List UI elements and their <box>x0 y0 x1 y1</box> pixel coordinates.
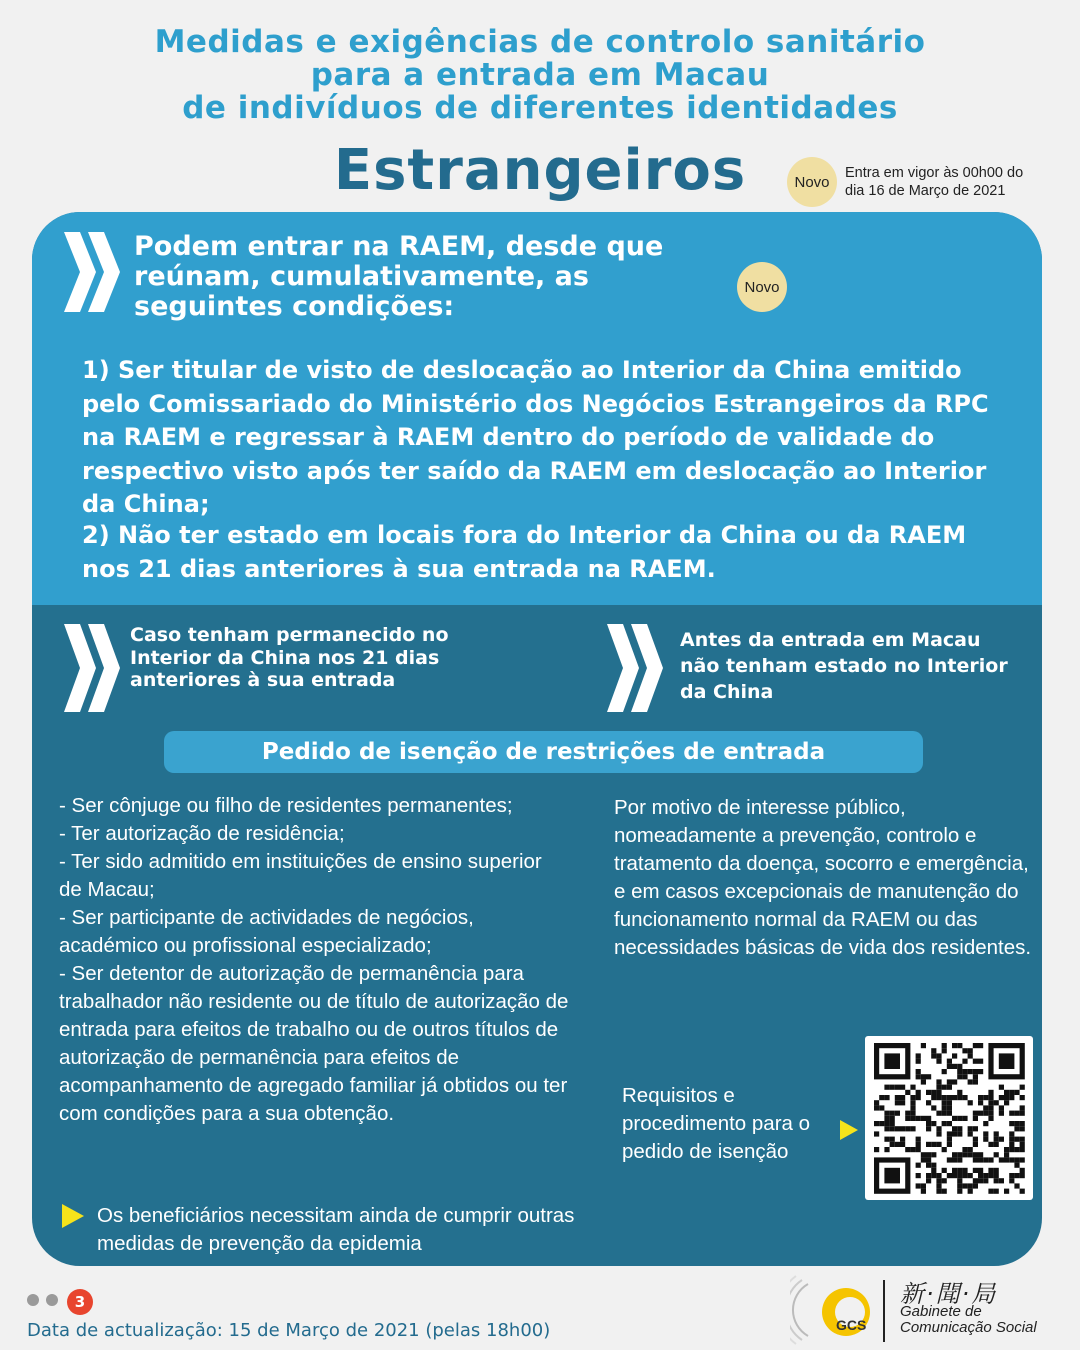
case-left-text: Caso tenham permanecido no Interior da China nos 21 dias anteriores à sua entrada <box>130 624 449 691</box>
condition-item-2: 2) Não ter estado em locais fora do Interior da China ou da RAEM nos 21 dias anteriores à sua entrada na RAEM. <box>82 521 967 583</box>
condition-item-1: 1) Ser titular de visto de deslocação ao Interior da China emitido pelo Comissariado do Ministério dos Negócios Estrangeiros da RPC na RAEM e regressar à RAEM dentro do período de validade do respectivo visto após ter saído da RAEM em deslocação ao Interior da China; <box>82 356 989 518</box>
gcs-logo <box>790 1272 1080 1348</box>
double-chevron-icon <box>64 624 122 712</box>
qr-code-icon <box>865 1036 1033 1200</box>
title-line-3: de indivíduos de diferentes identidades <box>182 90 898 126</box>
gcs-logo-icon <box>790 1272 890 1348</box>
conditions-intro: Podem entrar na RAEM, desde que reúnam, cumulativamente, as seguintes condições: <box>134 231 664 322</box>
logo-chinese-text: 新·聞·局 <box>900 1280 998 1308</box>
qr-code[interactable] <box>865 1036 1033 1200</box>
exemption-title-bar: Pedido de isenção de restrições de entrada <box>164 731 923 773</box>
double-chevron-icon <box>64 232 122 312</box>
exemption-eligibility-list <box>59 792 569 1128</box>
conditions-panel <box>32 212 1042 605</box>
page-dot <box>46 1294 58 1306</box>
list-item: - Ter sido admitido em instituições de ensino superior de Macau; <box>59 850 542 901</box>
title-line-2: para a entrada em Macau <box>310 57 770 93</box>
logo-portuguese-text: Gabinete de Comunicação Social <box>900 1303 1037 1336</box>
list-item: - Ter autorização de residência; <box>59 822 345 845</box>
novo-badge: Novo <box>737 262 787 312</box>
requirements-text: Requisitos e procedimento para o pedido de isenção <box>622 1084 811 1163</box>
current-page-badge: 3 <box>67 1289 93 1315</box>
play-triangle-icon <box>62 1204 84 1228</box>
list-item: - Ser detentor de autorização de permanência para trabalhador não residente ou de título de autorização de entrada para efeitos de trabalho ou de outros títulos de autorização de permanência para efeitos de acompanhamento de agregado familiar já obtidos ou ter com condições para a sua obtenção. <box>59 962 569 1125</box>
play-triangle-icon <box>840 1120 858 1140</box>
novo-badge: Novo <box>787 157 837 207</box>
double-chevron-icon <box>607 624 665 712</box>
beneficiaries-note: Os beneficiários necessitam ainda de cumprir outras medidas de prevenção da epidemia <box>97 1204 575 1255</box>
public-interest-text: Por motivo de interesse público, nomeadamente a prevenção, controlo e tratamento da doença, socorro e emergência, e em casos excepcionais de manutenção do funcionamento normal da RAEM ou das necessidades básicas de vida dos residentes. <box>614 796 1032 959</box>
section-heading: Estrangeiros <box>333 138 747 203</box>
page-title <box>0 26 1080 125</box>
svg-text:GCS: GCS <box>836 1317 867 1333</box>
info-card <box>32 212 1042 1266</box>
update-date: Data de actualização: 15 de Março de 2021 (pelas 18h00) <box>27 1320 551 1341</box>
page-dot <box>27 1294 39 1306</box>
list-item: - Ser cônjuge ou filho de residentes permanentes; <box>59 794 513 817</box>
case-right-text: Antes da entrada em Macau não tenham estado no Interior da China <box>680 629 1008 703</box>
title-line-1: Medidas e exigências de controlo sanitário <box>154 24 926 60</box>
list-item: - Ser participante de actividades de negócios, académico ou profissional especializado; <box>59 906 474 957</box>
effective-date-note: Entra em vigor às 00h00 do dia 16 de Março de 2021 <box>845 165 1024 199</box>
